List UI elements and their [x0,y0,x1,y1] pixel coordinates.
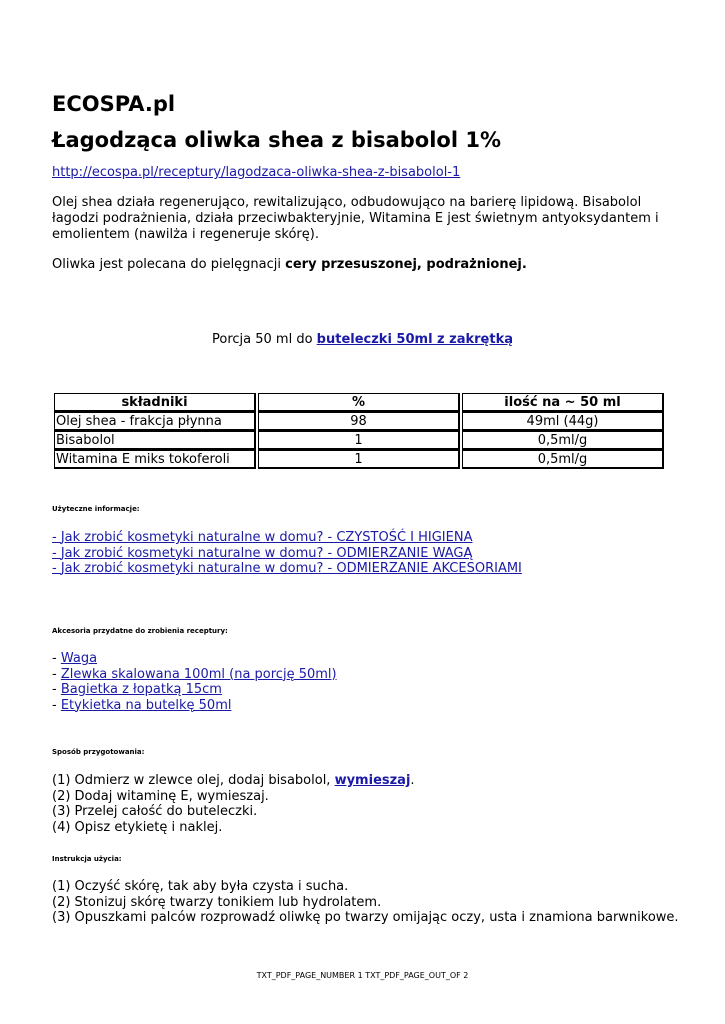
table-header-row [54,393,664,412]
portion-line [0,332,725,348]
recommendation-text: Oliwka jest polecana do pielęgnacji [52,257,286,272]
list-item: (3) Przelej całość do buteleczki. [52,804,258,819]
accessory-link-label[interactable]: Etykietka na butelkę 50ml [60,697,232,713]
mix-link[interactable]: wymieszaj [334,773,411,788]
preparation-heading: Sposób przygotowania: [52,748,145,756]
table-row [54,450,664,469]
useful-link-hygiene[interactable]: - Jak zrobić kosmetyki naturalne w domu? - CZYSTOŚĆ I HIGIENA [52,530,473,545]
list-item [52,546,522,562]
table-cell: Bisabolol [54,431,256,450]
table-header-cell: ilość na ~ 50 ml [462,393,664,412]
site-name: ECOSPA.pl [52,92,176,116]
list-item: (1) Oczyść skórę, tak aby była czysta i sucha. [52,879,349,894]
list-item [52,561,522,577]
list-item: (1) Odmierz w zlewce olej, dodaj bisabolol, wymieszaj. [52,773,415,788]
useful-link-accessories[interactable]: - Jak zrobić kosmetyki naturalne w domu? - ODMIERZANIE AKCESORIAMI [52,561,522,576]
list-item: (2) Stonizuj skórę twarzy tonikiem lub hydrolatem. [52,894,382,910]
usage-list [52,879,679,926]
intro-paragraph: Olej shea działa regenerująco, rewitalizująco, odbudowująco na barierę lipidową. Bisabolol łagodzi podrażnienia, działa przeciwbakteryjnie, Witamina E jest świetnym antyoksydantem i emolientem (nawilża i regeneruje skórę). [52,195,659,242]
list-item: - Waga [52,651,98,666]
list-item: - Zlewka skalowana 100ml (na porcję 50ml) [52,666,337,682]
ingredients-table [52,393,666,469]
table-cell: 98 [258,412,460,431]
list-item: - Bagietka z łopatką 15cm [52,682,222,697]
page-title: Łagodząca oliwka shea z bisabolol 1% [52,128,501,152]
table-row [54,412,664,431]
accessories-list [52,651,337,713]
table-cell: 0,5ml/g [462,431,664,450]
useful-info-list [52,530,522,577]
list-item: (4) Opisz etykietę i naklej. [52,819,223,835]
table-cell: Witamina E miks tokoferoli [54,450,256,469]
table-cell: 1 [258,431,460,450]
page-footer: TXT_PDF_PAGE_NUMBER 1 TXT_PDF_PAGE_OUT_OF 2 [256,971,469,980]
table-header-cell: % [258,393,460,412]
useful-link-scale[interactable]: - Jak zrobić kosmetyki naturalne w domu? - ODMIERZANIE WAGĄ [52,545,473,561]
list-item: (3) Opuszkami palców rozprowadź oliwkę po twarzy omijając oczy, usta i znamiona barwnikowe. [52,910,679,925]
list-item: (2) Dodaj witaminę E, wymieszaj. [52,788,269,804]
accessory-link-beaker[interactable]: Zlewka skalowana 100ml (na porcję 50ml) [60,666,337,682]
preparation-list [52,773,415,835]
list-item: - Etykietka na butelkę 50ml [52,697,232,713]
usage-heading: Instrukcja użycia: [52,855,122,863]
useful-info-heading: Użyteczne informacje: [52,505,140,513]
list-item [52,530,522,546]
recipe-url-link[interactable]: http://ecospa.pl/receptury/lagodzaca-oliwka-shea-z-bisabolol-1 [52,165,461,180]
table-cell: 49ml (44g) [462,412,664,431]
accessory-link-rod[interactable]: Bagietka z łopatką 15cm [60,682,222,697]
accessory-link-scale[interactable]: Waga [60,651,98,666]
table-row [54,431,664,450]
table-header-cell: składniki [54,393,256,412]
table-cell: 0,5ml/g [462,450,664,469]
portion-text: Porcja 50 ml do [212,332,317,347]
table-cell: Olej shea - frakcja płynna [54,412,256,431]
table-cell: 1 [258,450,460,469]
recommendation-bold: cery przesuszonej, podrażnionej. [285,257,527,272]
recommendation-line [52,257,527,273]
bottle-link[interactable]: buteleczki 50ml z zakrętką [316,332,513,347]
accessories-heading: Akcesoria przydatne do zrobienia receptury: [52,627,228,635]
